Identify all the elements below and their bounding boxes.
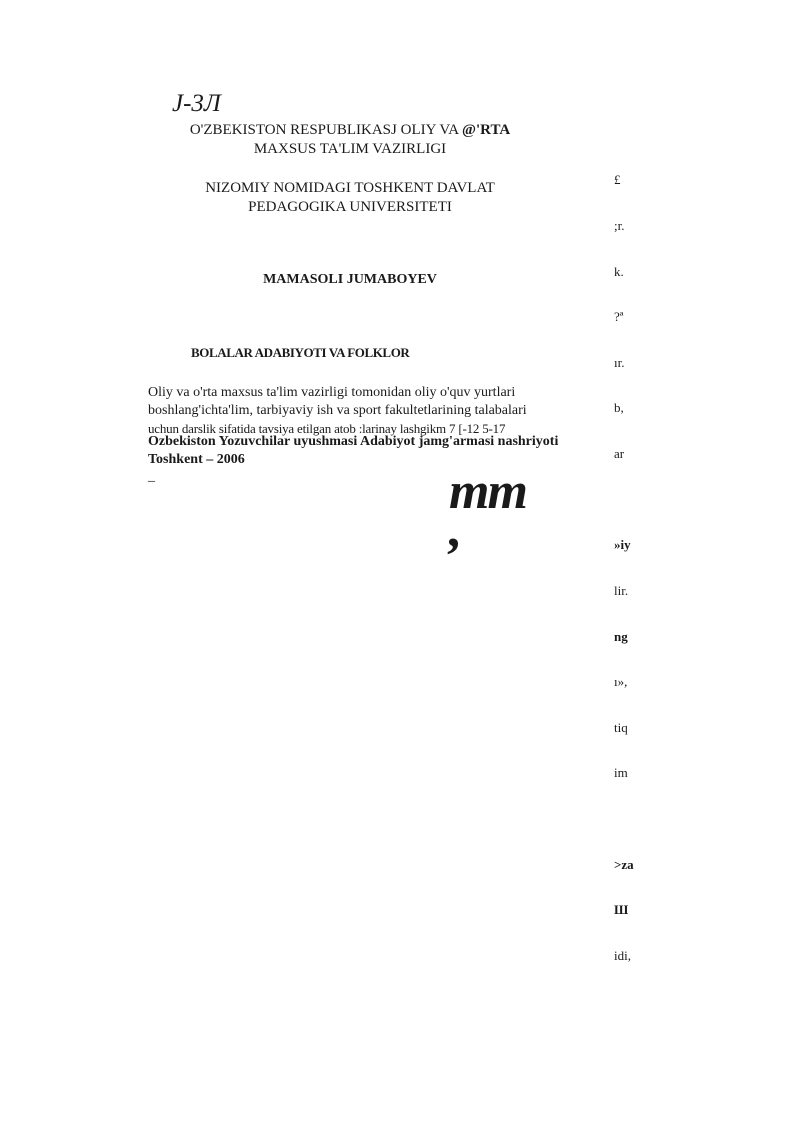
margin-fragment: Ш: [614, 902, 629, 918]
margin-fragment: tiq: [614, 719, 628, 735]
ministry-line-1: [150, 121, 550, 140]
approval-statement: [148, 384, 527, 438]
publisher-line-2: Toshkent – 2006: [148, 452, 245, 467]
book-title: BOLALAR ADABIYOTI VA FOLKLOR: [191, 345, 410, 360]
margin-fragment: »iy: [614, 537, 631, 553]
margin-fragment: lir.: [614, 582, 629, 598]
margin-text-fragments: [614, 142, 634, 978]
ministry-line-1-prefix: O'ZBEKISTON RESPUBLIKASJ OLIY VA: [189, 122, 459, 138]
ministry-heading: [150, 121, 550, 159]
margin-fragment: k.: [614, 263, 624, 279]
stamp-comma: ,: [447, 501, 460, 558]
margin-fragment: ;r.: [614, 218, 625, 234]
ministry-line-1-bold: @'RTA: [462, 122, 511, 138]
author-name: MAMASOLI JUMABOYEV: [263, 272, 437, 287]
margin-fragment: ı»,: [614, 674, 628, 690]
margin-fragment: idi,: [614, 947, 631, 963]
stamp-mark: mm: [449, 463, 526, 520]
approval-line-2: boshlang'ichta'lim, tarbiyaviy ish va sport fakultetlarining talabalari: [148, 403, 527, 418]
approval-line-1: Oliy va o'rta maxsus ta'lim vazirligi tomonidan oliy o'quv yurtlari: [148, 385, 516, 400]
margin-fragment: £: [614, 172, 621, 188]
document-code: J-3Л: [172, 90, 221, 117]
margin-fragment: ar: [614, 446, 625, 462]
margin-fragment: ır.: [614, 354, 625, 370]
dash-mark: _: [148, 469, 155, 484]
margin-fragment: ?ª: [614, 309, 624, 325]
ministry-line-2: MAXSUS TA'LIM VAZIRLIGI: [253, 141, 447, 157]
margin-fragment: ng: [614, 628, 628, 644]
margin-fragment: [614, 492, 634, 507]
university-line-1: NIZOMIY NOMIDAGI TOSHKENT DAVLAT: [205, 180, 495, 196]
approval-line-3: uchun darslik sifatida tavsiya etilgan atob :larinay lashgikm 7 [-12 5-17: [148, 421, 506, 436]
university-heading: [150, 179, 550, 217]
margin-fragment: b,: [614, 400, 624, 416]
margin-fragment: >za: [614, 856, 634, 872]
margin-fragment: im: [614, 765, 628, 781]
university-line-2: PEDAGOGIKA UNIVERSITETI: [248, 199, 452, 215]
margin-fragment: [614, 811, 634, 826]
publisher-line-1: Ozbekiston Yozuvchilar uyushmasi Adabiyot jamg'armasi nashriyoti: [148, 434, 559, 449]
